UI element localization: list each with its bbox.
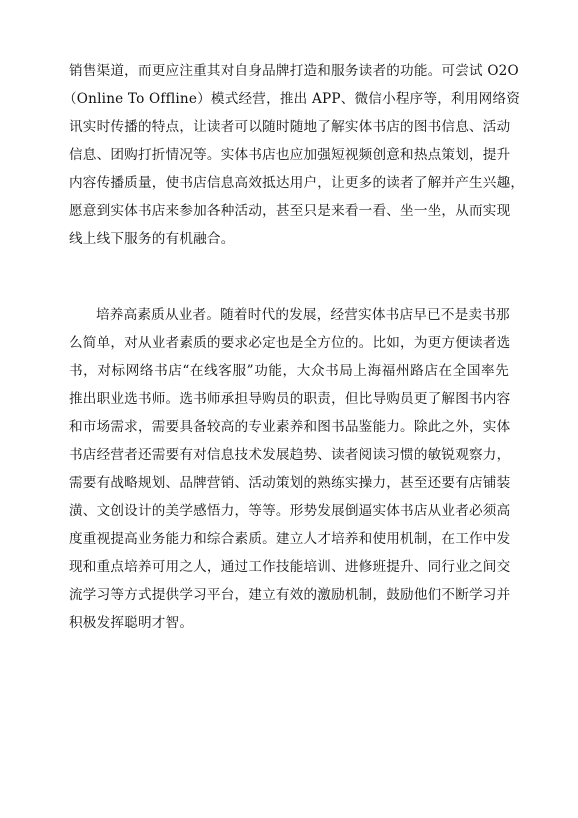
- text-line: 度重视提高业务能力和综合素质。建立人才培养和使用机制，在工作中发: [69, 531, 511, 547]
- text-line: 内容传播质量，使书店信息高效抵达用户，让更多的读者了解并产生兴趣，: [69, 175, 525, 191]
- text-line: 销售渠道，而更应注重其对自身品牌打造和服务读者的功能。可尝试 O2O: [69, 63, 519, 79]
- text-line: 潢、文创设计的美学感悟力，等等。形势发展倒逼实体书店从业者必须高: [69, 503, 511, 519]
- text-line: 书店经营者还需要有对信息技术发展趋势、读者阅读习惯的敏锐观察力，: [69, 447, 511, 463]
- text-line: 流学习等方式提供学习平台，建立有效的激励机制，鼓励他们不断学习并: [69, 587, 511, 603]
- text-line: 线上线下服务的有机融合。: [69, 231, 235, 247]
- text-line: 积极发挥聪明才智。: [69, 615, 194, 631]
- text-line: 推出职业选书师。选书师承担导购员的职责，但比导购员更了解图书内容: [69, 391, 511, 407]
- text-line: 培养高素质从业者。随着时代的发展，经营实体书店早已不是卖书那: [96, 307, 510, 323]
- text-line: 书，对标网络书店“在线客服”功能，大众书局上海福州路店在全国率先: [69, 363, 509, 379]
- text-line: （Online To Offline）模式经营，推出 APP、微信小程序等，利用网络资: [63, 91, 521, 107]
- text-line: 和市场需求，需要具备较高的专业素养和图书品鉴能力。除此之外，实体: [69, 419, 511, 435]
- text-line: 么简单，对从业者素质的要求必定也是全方位的。比如，为更方便读者选: [69, 335, 511, 351]
- text-line: 现和重点培养可用之人，通过工作技能培训、进修班提升、同行业之间交: [69, 559, 511, 575]
- text-line: 信息、团购打折情况等。实体书店也应加强短视频创意和热点策划，提升: [69, 147, 511, 163]
- text-line: 讯实时传播的特点，让读者可以随时随地了解实体书店的图书信息、活动: [69, 119, 511, 135]
- text-line: 需要有战略规划、品牌营销、活动策划的熟练实操力，甚至还要有店铺装: [69, 475, 511, 491]
- text-line: 愿意到实体书店来参加各种活动，甚至只是来看一看、坐一坐，从而实现: [69, 203, 511, 219]
